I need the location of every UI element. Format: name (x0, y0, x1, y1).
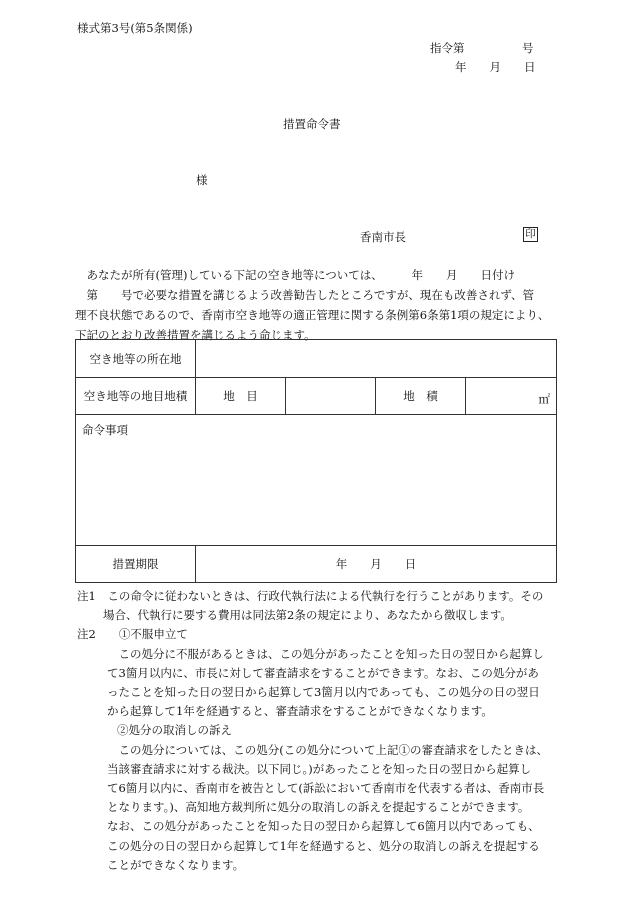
intro-line: あなたが所有(管理)している下記の空き地等については、 年 月 日付け (75, 268, 515, 282)
note-line: この処分については、この処分(この処分について上記①の審査請求をしたときは、 (107, 742, 549, 757)
notes-section (77, 587, 557, 875)
note-line: 場合、代執行に要する費用は同法第2条の規定により、あなたから徴収します。 (103, 608, 512, 623)
category-value (286, 378, 376, 415)
deadline-value: 年 月 日 (196, 546, 557, 583)
category-area-label: 空き地等の地目地積 (76, 378, 196, 415)
category-label: 地 目 (196, 378, 286, 415)
note-line: から起算して1年を経過すると、審査請求をすることができなくなります。 (107, 704, 493, 719)
note-line: となります。)、高知地方裁判所に処分の取消しの訴えを提起することができます。 (107, 800, 530, 815)
note-line: 注1 この命令に従わないときは、行政代執行法による代執行を行うことがあります。その (77, 589, 544, 603)
order-items-label: 命令事項 (82, 423, 128, 437)
note-subheading: ②処分の取消しの訴え (117, 723, 232, 738)
area-unit: ㎡ (466, 378, 557, 415)
order-date: 年 月 日 (455, 60, 536, 74)
order-items-cell (76, 415, 557, 546)
note-line: この処分の日の翌日から起算して1年を経過すると、処分の取消しの訴えを提起する (107, 838, 540, 853)
location-value (196, 340, 557, 378)
intro-line: 第 号で必要な措置を講じるよう改善勧告したところですが、現在も改善されず、管 (75, 288, 534, 302)
note-line: て6箇月以内に、香南市を被告として(訴訟において香南市を代表する者は、香南市長 (107, 781, 545, 796)
order-details-table (75, 339, 557, 583)
note-line: て3箇月以内に、市長に対して審査請求をすることができます。なお、この処分があ (107, 665, 539, 680)
intro-paragraph (75, 265, 556, 345)
document-title: 措置命令書 (283, 117, 341, 131)
note-line: この処分に不服があるときは、この処分があったことを知った日の翌日から起算し (107, 646, 544, 661)
order-number: 指令第 号 (430, 41, 534, 55)
location-label: 空き地等の所在地 (76, 340, 196, 378)
note-heading: 注2 ①不服申立て (77, 627, 188, 642)
deadline-label: 措置期限 (76, 546, 196, 583)
addressee: 様 (196, 173, 208, 187)
note-line: ったことを知った日の翌日から起算して3箇月以内であっても、この処分の日の翌日 (107, 685, 540, 700)
note-line: ことができなくなります。 (107, 857, 245, 872)
intro-line: 理不良状態であるので、香南市空き地等の適正管理に関する条例第6条第1項の規定により、 (75, 308, 550, 322)
issuer-name: 香南市長 (360, 230, 406, 244)
note-line: なお、この処分があったことを知った日の翌日から起算して6箇月以内であっても、 (107, 819, 540, 834)
intro-line: 下記のとおり改善措置を講じるよう命じます。 (75, 328, 316, 342)
area-label: 地 積 (376, 378, 466, 415)
seal-stamp: 印 (523, 227, 538, 242)
form-number: 様式第3号(第5条関係) (77, 21, 193, 35)
note-line: 当該審査請求に対する裁決。以下同じ。)があったことを知った日の翌日から起算し (107, 761, 532, 776)
